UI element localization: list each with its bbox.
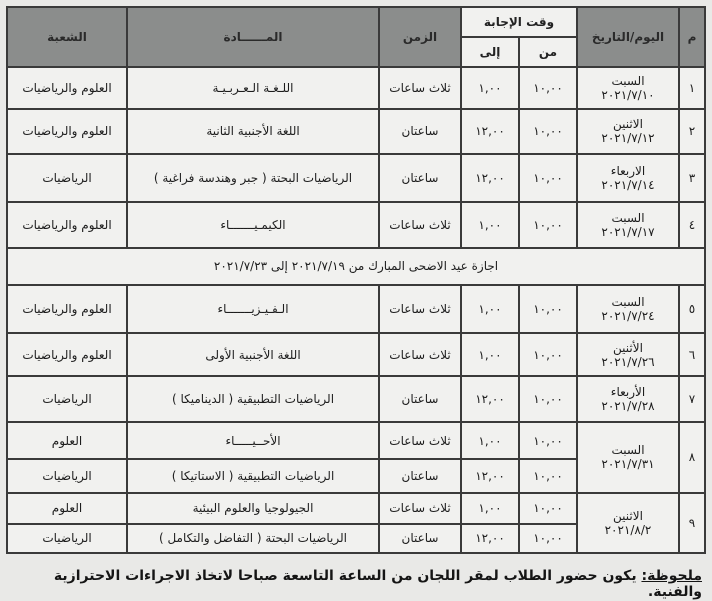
row-subject: الجيولوجيا والعلوم البيئية xyxy=(127,493,379,524)
row-division: الرياضيات xyxy=(7,459,127,492)
exam-schedule-table xyxy=(6,6,706,554)
row-to: ١٢,٠٠ xyxy=(461,524,519,553)
row-division: الرياضيات xyxy=(7,376,127,422)
footer-note xyxy=(10,568,702,600)
row-duration: ثلاث ساعات xyxy=(379,285,461,333)
row-number: ٩ xyxy=(679,493,705,553)
row-duration: ساعتان xyxy=(379,109,461,155)
row-date-value: ٢٠٢١/٧/١٤ xyxy=(601,178,655,193)
row-from: ١٠,٠٠ xyxy=(519,422,577,459)
row-number: ١ xyxy=(679,67,705,109)
row-number: ٧ xyxy=(679,376,705,422)
row-subject: اللغة الأجنبية الثانية xyxy=(127,109,379,155)
row-subject: الرياضيات التطبيقية ( الاستاتيكا ) xyxy=(127,459,379,492)
row-day: السبت xyxy=(611,294,645,309)
row-date xyxy=(577,285,679,333)
row-duration: ساعتان xyxy=(379,376,461,422)
header-from: من xyxy=(519,37,577,67)
row-number: ٣ xyxy=(679,154,705,202)
row-from: ١٠,٠٠ xyxy=(519,524,577,553)
row-division: العلوم والرياضيات xyxy=(7,285,127,333)
row-to: ١,٠٠ xyxy=(461,493,519,524)
table-row xyxy=(7,333,705,377)
holiday-row xyxy=(7,248,705,285)
note-label: ملحوظة: xyxy=(641,568,702,584)
header-no: م xyxy=(679,7,705,67)
row-day: السبت xyxy=(611,443,645,458)
header-to: إلى xyxy=(461,37,519,67)
holiday-notice: اجازة عيد الاضحى المبارك من ٢٠٢١/٧/١٩ إلى ٢٠٢١/٧/٢٣ xyxy=(7,248,705,285)
table-row xyxy=(7,154,705,202)
row-date-value: ٢٠٢١/٧/١٧ xyxy=(601,224,655,239)
row-subject: الأحــيـــــاء xyxy=(127,422,379,459)
row-day: الأثنين xyxy=(613,340,643,355)
row-to: ١,٠٠ xyxy=(461,202,519,248)
row-duration: ثلاث ساعات xyxy=(379,333,461,377)
row-from: ١٠,٠٠ xyxy=(519,376,577,422)
row-division: العلوم xyxy=(7,493,127,524)
row-division: العلوم والرياضيات xyxy=(7,333,127,377)
row-day: الاثنين xyxy=(613,117,643,132)
header-subject: المــــــادة xyxy=(127,7,379,67)
header-date: اليوم/التاريخ xyxy=(577,7,679,67)
row-number: ٦ xyxy=(679,333,705,377)
row-duration: ثلاث ساعات xyxy=(379,493,461,524)
header-division: الشعبة xyxy=(7,7,127,67)
row-day: الاربعاء xyxy=(610,164,646,179)
row-date-value: ٢٠٢١/٧/٣١ xyxy=(601,457,655,472)
row-to: ١,٠٠ xyxy=(461,333,519,377)
row-date xyxy=(577,333,679,377)
row-subject: الرياضيات البحتة ( التفاضل والتكامل ) xyxy=(127,524,379,553)
row-division: العلوم والرياضيات xyxy=(7,202,127,248)
row-number: ٨ xyxy=(679,422,705,493)
header-answer-time: وقت الإجابة xyxy=(461,7,577,37)
row-date xyxy=(577,376,679,422)
table-row xyxy=(7,493,705,524)
row-date xyxy=(577,493,679,553)
row-to: ١,٠٠ xyxy=(461,67,519,109)
row-subject: اللـغـة الـعـربـيـة xyxy=(127,67,379,109)
row-day: السبت xyxy=(611,210,645,225)
row-subject: الرياضيات التطبيقية ( الديناميكا ) xyxy=(127,376,379,422)
row-to: ١,٠٠ xyxy=(461,285,519,333)
row-from: ١٠,٠٠ xyxy=(519,109,577,155)
row-to: ١,٠٠ xyxy=(461,422,519,459)
row-subject: الرياضيات البحتة ( جبر وهندسة فراغية ) xyxy=(127,154,379,202)
row-number: ٥ xyxy=(679,285,705,333)
row-subject: اللغة الأجنبية الأولى xyxy=(127,333,379,377)
note-text: يكون حضور الطلاب لمقر اللجان من الساعة التاسعة صباحا لاتخاذ الاجراءات الاحترازية والفنية. xyxy=(53,568,702,600)
row-from: ١٠,٠٠ xyxy=(519,154,577,202)
row-duration: ثلاث ساعات xyxy=(379,422,461,459)
row-date xyxy=(577,422,679,493)
row-date-value: ٢٠٢١/٧/١٠ xyxy=(601,87,655,102)
row-to: ١٢,٠٠ xyxy=(461,376,519,422)
row-to: ١٢,٠٠ xyxy=(461,109,519,155)
table-row xyxy=(7,202,705,248)
table-row xyxy=(7,376,705,422)
row-date-value: ٢٠٢١/٧/٢٦ xyxy=(601,354,655,369)
row-to: ١٢,٠٠ xyxy=(461,154,519,202)
row-subject: الكيمـيـــــــاء xyxy=(127,202,379,248)
row-date xyxy=(577,109,679,155)
row-date xyxy=(577,154,679,202)
row-from: ١٠,٠٠ xyxy=(519,285,577,333)
row-from: ١٠,٠٠ xyxy=(519,202,577,248)
row-duration: ساعتان xyxy=(379,459,461,492)
row-from: ١٠,٠٠ xyxy=(519,333,577,377)
row-date-value: ٢٠٢١/٧/٢٤ xyxy=(601,308,655,323)
row-date-value: ٢٠٢١/٧/١٢ xyxy=(601,131,655,146)
row-subject: الـفـيـزيـــــــاء xyxy=(127,285,379,333)
row-duration: ثلاث ساعات xyxy=(379,202,461,248)
row-duration: ساعتان xyxy=(379,154,461,202)
row-division: العلوم والرياضيات xyxy=(7,109,127,155)
table-row xyxy=(7,109,705,155)
row-date-value: ٢٠٢١/٨/٢ xyxy=(604,522,652,537)
header-duration: الزمن xyxy=(379,7,461,67)
table-row xyxy=(7,285,705,333)
row-to: ١٢,٠٠ xyxy=(461,459,519,492)
table-row xyxy=(7,67,705,109)
row-from: ١٠,٠٠ xyxy=(519,67,577,109)
row-date xyxy=(577,67,679,109)
row-number: ٢ xyxy=(679,109,705,155)
row-duration: ساعتان xyxy=(379,524,461,553)
row-day: الاثنين xyxy=(613,508,643,523)
table-row xyxy=(7,422,705,459)
row-division: العلوم xyxy=(7,422,127,459)
row-day: الأربعاء xyxy=(610,385,646,400)
row-number: ٤ xyxy=(679,202,705,248)
row-division: الرياضيات xyxy=(7,524,127,553)
row-division: الرياضيات xyxy=(7,154,127,202)
row-division: العلوم والرياضيات xyxy=(7,67,127,109)
row-day: السبت xyxy=(611,73,645,88)
row-date-value: ٢٠٢١/٧/٢٨ xyxy=(601,399,655,414)
row-from: ١٠,٠٠ xyxy=(519,459,577,492)
row-from: ١٠,٠٠ xyxy=(519,493,577,524)
exam-schedule-sheet xyxy=(6,6,706,554)
row-date xyxy=(577,202,679,248)
row-duration: ثلاث ساعات xyxy=(379,67,461,109)
